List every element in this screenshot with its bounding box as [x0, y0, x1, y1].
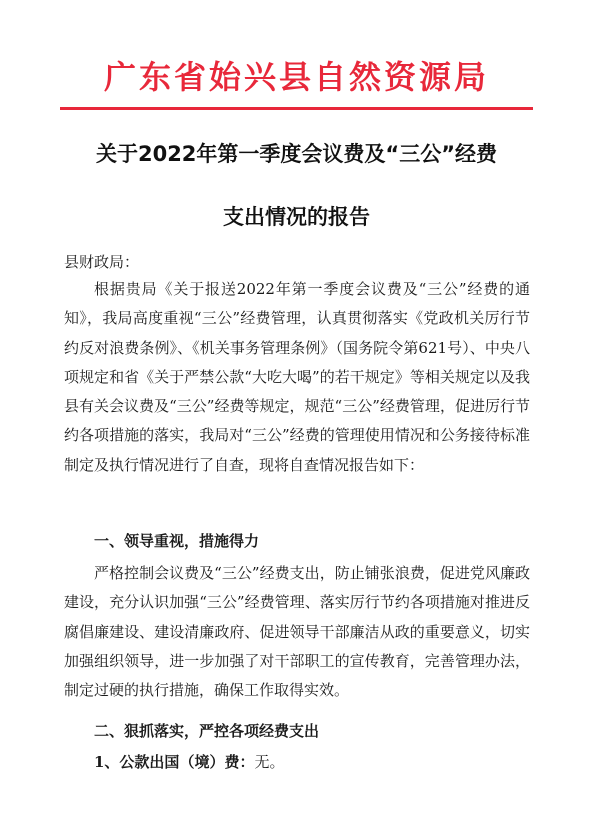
item1-line — [94, 751, 284, 772]
intro-paragraph: 根据贵局《关于报送2022年第一季度会议费及“三公”经费的通知》，我局高度重视“三公”经费管理，认真贯彻落实《党政机关厉行节约反对浪费条例》、《机关事务管理条例》（国务院令第621号）、中央八项规定和省《关于严禁公款“大吃大喝”的若干规定》等相关规定以及我县有关会议费及“三公”经费等规定，规范“三公”经费管理，促进厉行节约各项措施的落实，我局对“三公”经费的管理使用情况和公务接待标准制定及执行情况进行了自查，现将自查情况报告如下： — [64, 280, 530, 474]
section1-heading: 一、领导重视，措施得力 — [94, 532, 260, 550]
item1-label: 1、公款出国（境）费： — [94, 753, 255, 771]
section2-heading: 二、狠抓落实，严控各项经费支出 — [94, 722, 320, 740]
letterhead-red-rule — [60, 107, 533, 110]
report-title-line2: 支出情况的报告 — [223, 205, 370, 229]
item1-value: 无。 — [254, 753, 285, 771]
report-title-line1: 关于2022年第一季度会议费及“三公”经费 — [95, 142, 498, 166]
salutation: 县财政局： — [64, 253, 140, 271]
letterhead-org-name: 广东省始兴县自然资源局 — [103, 58, 489, 96]
section1-paragraph: 严格控制会议费及“三公”经费支出，防止铺张浪费，促进党风廉政建设，充分认识加强“三公”经费管理、落实厉行节约各项措施对推进反腐倡廉建设、建设清廉政府、促进领导干部廉洁从政的重要意义，切实加强组织领导，进一步加强了对干部职工的宣传教育，完善管理办法，制定过硬的执行措施，确保工作取得实效。 — [64, 564, 530, 700]
